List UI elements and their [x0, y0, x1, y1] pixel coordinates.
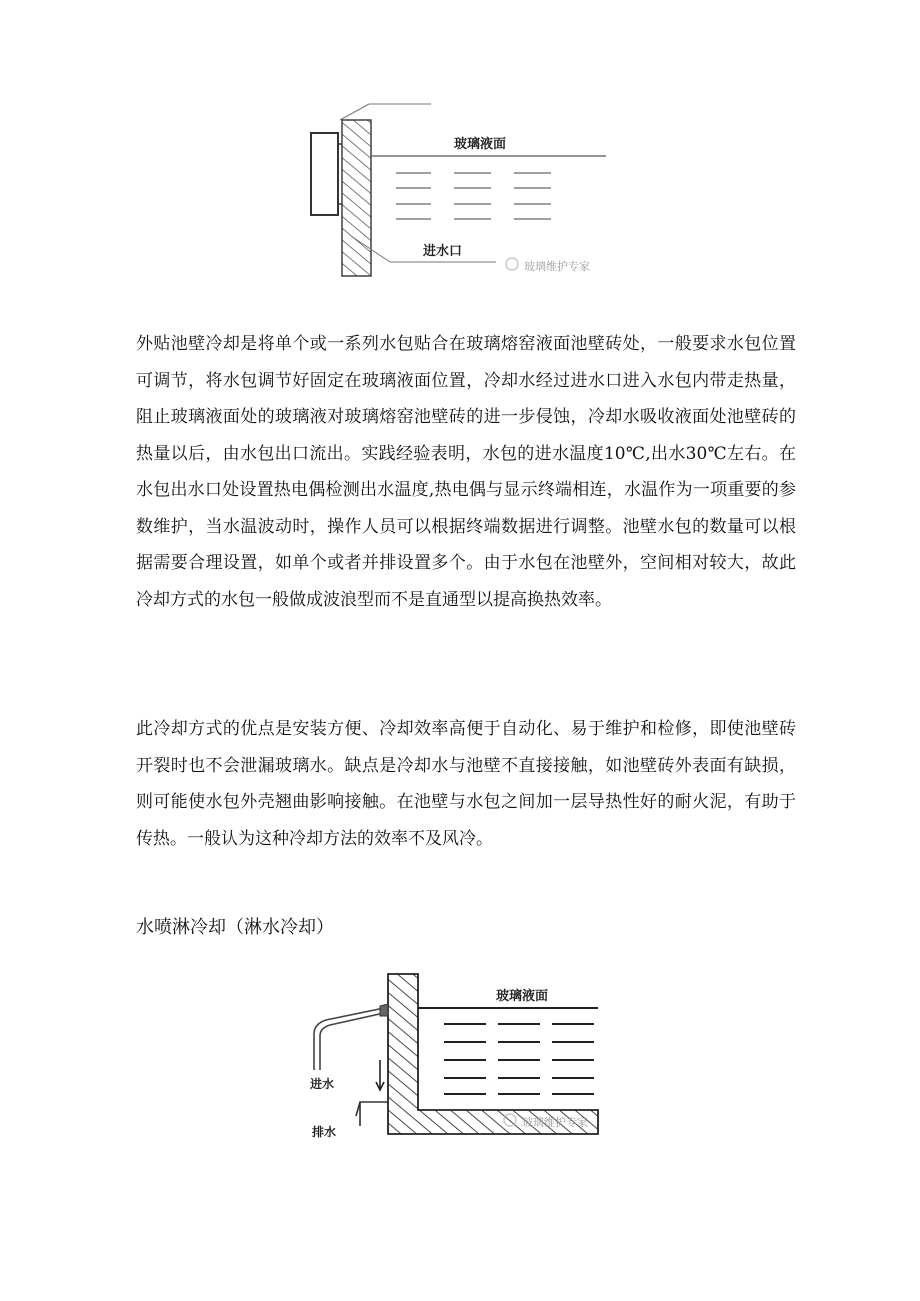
inlet-label: 进水 [310, 1077, 335, 1091]
watermark: 玻璃维护专家 [524, 260, 590, 273]
paragraph-external-cooling: 外贴池壁冷却是将单个或一系列水包贴合在玻璃熔窑液面池壁砖处，一般要求水包位置可调节，将水包调节好固定在玻璃液面位置，冷却水经过进水口进入水包内带走热量，阻止玻璃液面处的玻璃液对玻璃熔窑池壁砖的进一步侵蚀，冷却水吸收液面处池壁砖的热量以后，由水包出口流出。实践经验表明，水包的进水温度10℃,出水30℃左右。在水包出水口处设置热电偶检测出水温度,热电偶与显示终端相连，水温作为一项重要的参数维护，当水温波动时，操作人员可以根据终端数据进行调整。池壁水包的数量可以根据需要合理设置，如单个或者并排设置多个。由于水包在池壁外，空间相对较大，故此冷却方式的水包一般做成波浪型而不是直通型以提高换热效率。 [136, 334, 796, 610]
paragraph-pros-cons: 此冷却方式的优点是安装方便、冷却效率高便于自动化、易于维护和检修，即使池壁砖开裂时也不会泄漏玻璃水。缺点是冷却水与池壁不直接接触，如池壁砖外表面有缺损，则可能使水包外壳翘曲影响接触。在池壁与水包之间加一层导热性好的耐火泥，有助于传热。一般认为这种冷却方法的效率不及风冷。 [136, 719, 796, 849]
pool-wall [388, 974, 598, 1134]
watermark-icon [506, 258, 518, 270]
watermark: 玻璃维护专家 [522, 1116, 588, 1129]
inlet-label: 进水口 [423, 244, 463, 259]
figure-external-wall-cooling [296, 96, 616, 286]
glass-liquid [444, 1024, 594, 1094]
drain-label: 排水 [312, 1125, 337, 1139]
surface-label: 玻璃液面 [454, 137, 507, 152]
figure-water-spray-cooling [296, 968, 616, 1140]
section-heading: 水喷淋冷却（淋水冷却） [136, 917, 334, 938]
leader-line [340, 104, 369, 120]
pool-wall [342, 120, 371, 276]
surface-label: 玻璃液面 [496, 989, 549, 1004]
glass-liquid [396, 173, 551, 219]
spray-nozzle [380, 1004, 388, 1016]
inlet-pipe [314, 1008, 384, 1070]
water-jacket [311, 133, 338, 215]
